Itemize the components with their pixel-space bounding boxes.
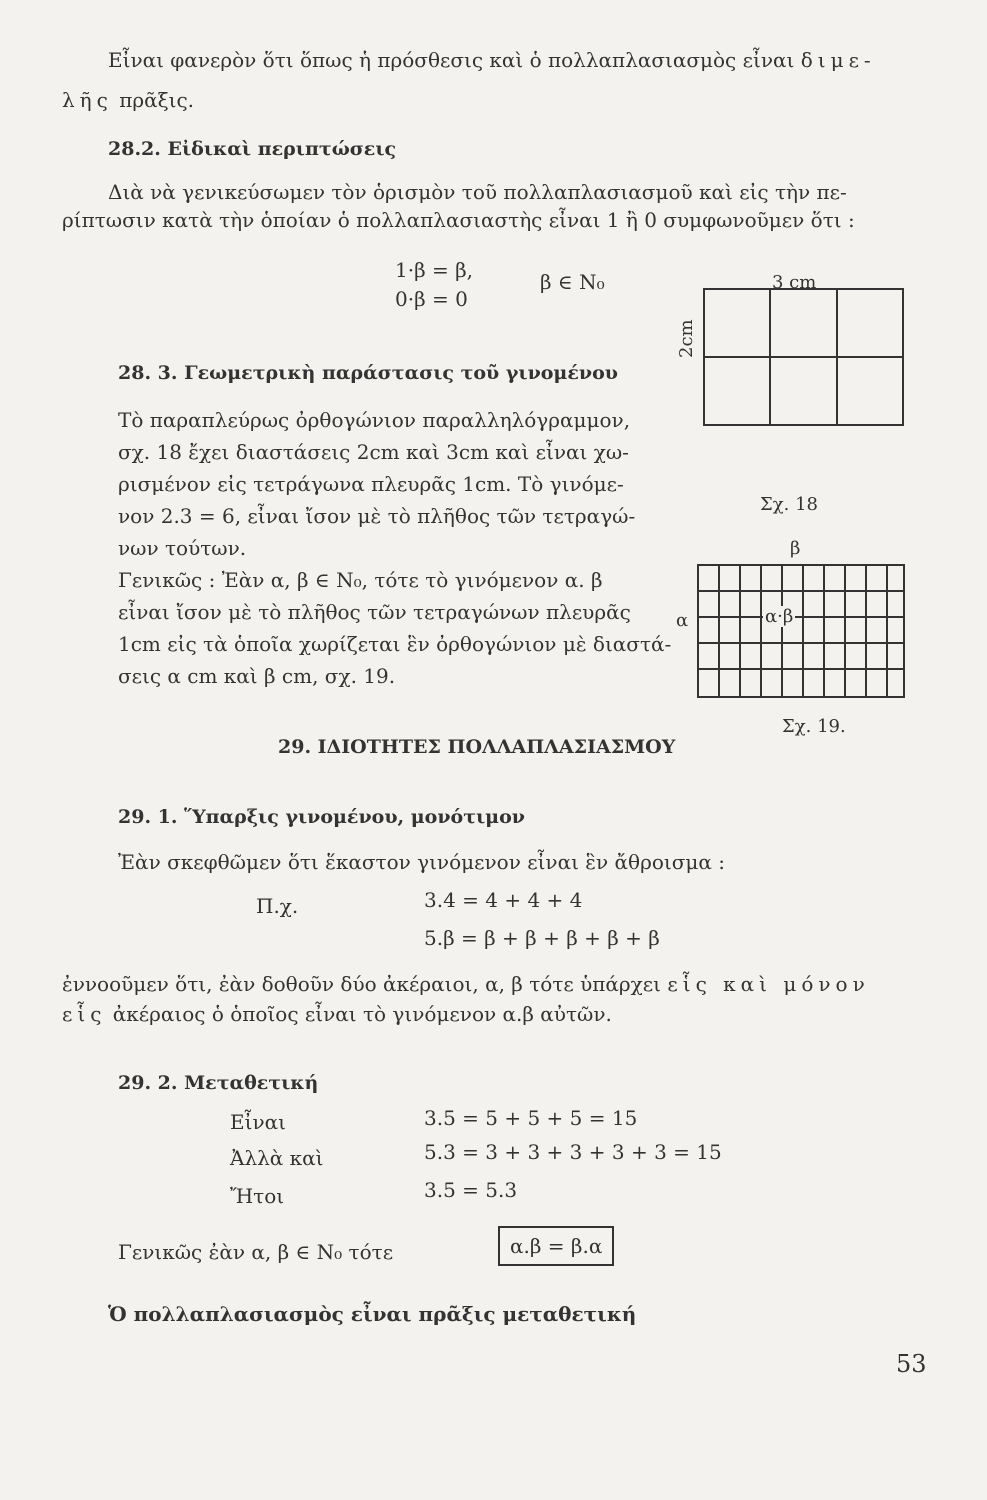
beta-domain: β ∈ N₀ [540,270,605,294]
row-label: Ἤτοι [230,1184,285,1208]
section-28-2-line-2: ρίπτωσιν κατὰ τὴν ὁποίαν ὁ πολλαπλασιαστὴς εἶναι 1 ἢ 0 συμφωνοῦμεν ὅτι : [62,208,855,232]
section-29-heading: 29. ΙΔΙΟΤΗΤΕΣ ΠΟΛΛΑΠΛΑΣΙΑΣΜΟΥ [278,736,676,758]
section-29-1-line-3 [62,1002,612,1026]
row-equation: 3.5 = 5 + 5 + 5 = 15 [424,1106,638,1130]
fig19-grid-line [697,616,905,618]
section-28-3-p1-line-2: σχ. 18 ἔχει διαστάσεις 2cm καὶ 3cm καὶ εἶναι χω- [118,440,629,464]
commutative-formula-box: α.β = β.α [498,1226,614,1266]
row-equation: 5.3 = 3 + 3 + 3 + 3 + 3 = 15 [424,1140,722,1164]
fig19-side-label: α [676,610,689,631]
section-28-3-p2-line-1: Γενικῶς : Ἐὰν α, β ∈ N₀, τότε τὸ γινόμενον α. β [118,568,603,592]
spaced-word: εἷς [62,1002,107,1026]
fig19-grid-line [886,564,888,698]
row-label: Ἀλλὰ καὶ [230,1146,324,1170]
section-28-3-p1-line-1: Τὸ παραπλεύρως ὀρθογώνιον παραλληλόγραμμον, [118,408,631,432]
section-29-1-line-2 [62,972,870,996]
fig18-grid-line [836,288,838,426]
section-29-2-heading: 29. 2. Μεταθετική [118,1072,319,1094]
row-equation: 3.5 = 5.3 [424,1178,518,1202]
example-equation-1: 3.4 = 4 + 4 + 4 [424,888,583,912]
fig19-grid-line [802,564,804,698]
section-28-3-p1-line-3: ρισμένον εἰς τετράγωνα πλευρᾶς 1cm. Τὸ γινόμε- [118,472,624,496]
commutative-conclusion: Ὁ πολλαπλασιασμὸς εἶναι πρᾶξις μεταθετική [108,1302,637,1326]
section-28-3-p2-line-2: εἶναι ἴσον μὲ τὸ πλῆθος τῶν τετραγώνων πλευρᾶς [118,600,631,624]
fig19-rectangle [697,564,905,698]
general-statement: Γενικῶς ἐὰν α, β ∈ N₀ τότε [118,1240,394,1264]
fig18-side-label: 2cm [676,319,697,358]
fig19-cell-label: α·β [765,606,794,627]
fig19-grid-line [760,564,762,698]
section-29-1-line-1: Ἐὰν σκεφθῶμεν ὅτι ἕκαστον γινόμενον εἶναι ἓν ἄθροισμα : [118,850,725,874]
intro-line-2 [62,88,194,112]
intro-spaced-word: διμε- [800,48,876,72]
section-29-1-line-3-text: ἀκέραιος ὁ ὁποῖος εἶναι τὸ γινόμενον α.β αὐτῶν. [112,1002,612,1026]
fig18-grid-line [703,356,904,358]
intro-spaced-word-2: λῆς [62,88,113,112]
intro-line-1-text: Εἶναι φανερὸν ὅτι ὅπως ἡ πρόσθεσις καὶ ὁ πολλαπλασιασμὸς εἶναι [108,48,795,72]
example-equation-2: 5.β = β + β + β + β + β [424,926,660,950]
fig19-grid-line [844,564,846,698]
fig19-grid-line [697,642,905,644]
fig19-caption: Σχ. 19. [782,716,846,737]
equation-zero-beta: 0·β = 0 [395,287,468,311]
fig18-top-label: 3 cm [772,272,817,293]
fig19-grid-line [718,564,720,698]
intro-line-2-text: πρᾶξις. [119,88,195,112]
section-29-1-heading: 29. 1. Ὕπαρξις γινομένου, μονότιμον [118,806,525,828]
example-label: Π.χ. [256,894,299,918]
fig19-grid-line [823,564,825,698]
section-28-2-line-1: Διὰ νὰ γενικεύσωμεν τὸν ὁρισμὸν τοῦ πολλαπλασιασμοῦ καὶ εἰς τὴν πε- [108,180,847,204]
section-28-3-p2-line-4: σεις α cm καὶ β cm, σχ. 19. [118,664,396,688]
section-28-3-p1-line-5: νων τούτων. [118,536,247,560]
intro-line-1 [108,48,876,72]
section-29-1-line-2-text: ἐννοοῦμεν ὅτι, ἐὰν δοθοῦν δύο ἀκέραιοι, α, β τότε ὑπάρχει [62,972,662,996]
fig19-grid-line [697,590,905,592]
fig19-top-label: β [790,538,801,559]
section-28-2-heading: 28.2. Εἰδικαὶ περιπτώσεις [108,138,397,160]
fig18-grid-line [769,288,771,426]
fig19-grid-line [865,564,867,698]
row-label: Εἶναι [230,1110,286,1134]
section-28-3-heading: 28. 3. Γεωμετρικὴ παράστασις τοῦ γινομένου [118,362,618,384]
fig19-grid-line [739,564,741,698]
equation-one-beta: 1·β = β, [395,258,474,282]
section-28-3-p2-line-3: 1cm εἰς τὰ ὁποῖα χωρίζεται ἓν ὀρθογώνιον μὲ διαστά- [118,632,672,656]
spaced-phrase: εἷς καὶ μόνον [667,972,870,996]
page-number: 53 [896,1350,927,1378]
fig19-grid-line [781,564,783,698]
section-28-3-p1-line-4: νον 2.3 = 6, εἶναι ἴσον μὲ τὸ πλῆθος τῶν τετραγώ- [118,504,636,528]
fig18-caption: Σχ. 18 [760,494,818,515]
fig19-grid-line [697,668,905,670]
